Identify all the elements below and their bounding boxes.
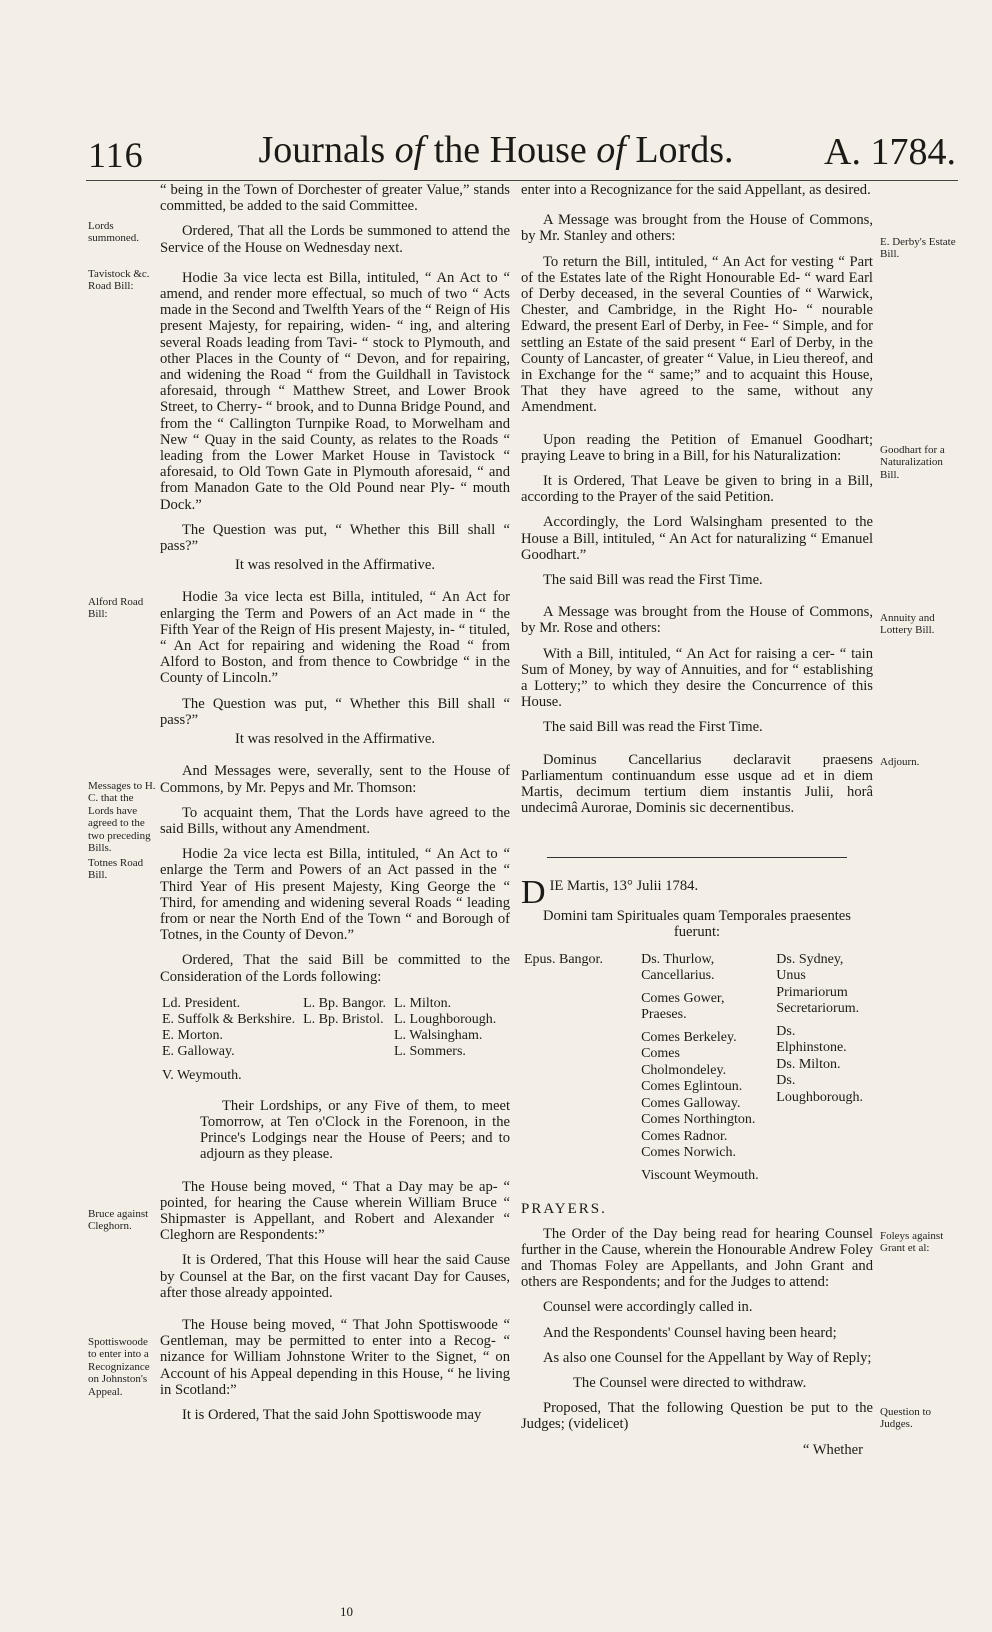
present-entry: Comes Cholmondeley. bbox=[641, 1046, 727, 1078]
paragraph: It is Ordered, That the said John Spottiswoode may bbox=[182, 1406, 482, 1423]
margin-note: Annuity and Lottery Bill. bbox=[880, 612, 935, 637]
paragraph: Hodie 3a vice lecta est Billa, intituled, “ An Act for enlarging the Term and Powers of an Act made in “ the Fifth Year of the Reign of His present Majesty, in- “ tituled, “ An Act for repairing and widening the Road “ from Alford to Boston, and from thence to Cowbridge “ in the County of Lincoln.” bbox=[160, 589, 510, 687]
margin-note: E. Derby's Estate Bill. bbox=[880, 236, 956, 261]
lord-entry: E. Suffolk & Berkshire. bbox=[162, 1011, 296, 1027]
catchword: “ Whether bbox=[802, 1441, 863, 1458]
paragraph: To acquaint them, That the Lords have agreed to the said Bills, without any Amendment. bbox=[160, 804, 510, 837]
present-col-3 bbox=[775, 951, 871, 1186]
title-part: the bbox=[424, 129, 490, 171]
title-part: of bbox=[596, 129, 626, 171]
present-entry: Comes Norwich. bbox=[641, 1145, 736, 1161]
header-rule bbox=[86, 180, 958, 181]
title-part: Lords. bbox=[625, 129, 734, 171]
margin-note: Goodhart for a Naturalization Bill. bbox=[880, 444, 945, 481]
present-entry: Epus. Bangor. bbox=[524, 951, 603, 967]
running-header bbox=[0, 128, 992, 188]
lord-entry: L. Bp. Bangor. bbox=[303, 995, 386, 1011]
lord-entry: E. Morton. bbox=[162, 1027, 224, 1043]
lord-entry: L. Walsingham. bbox=[393, 1027, 483, 1043]
present-entry: Comes Gower, Praeses. bbox=[641, 990, 725, 1023]
paragraph: The House being moved, “ That a Day may be ap- “ pointed, for hearing the Cause wherein William Bruce “ Shipmaster is Appellant, and Robert and Alexander “ Cleghorn are Respondents:” bbox=[160, 1178, 510, 1244]
lord-entry: L. Bp. Bristol. bbox=[303, 1011, 384, 1027]
lord-entry: L. Milton. bbox=[393, 995, 452, 1011]
signature-mark: 10 bbox=[340, 1604, 353, 1619]
margin-note: Tavistock &c. Road Bill: bbox=[88, 268, 150, 293]
paragraph: Ordered, That the said Bill be committed to the Consideration of the Lords following: bbox=[160, 952, 510, 985]
paragraph: Ordered, That all the Lords be summoned to attend the Service of the House on Wednesday next. bbox=[160, 223, 510, 256]
paragraph: The said Bill was read the First Time. bbox=[543, 572, 763, 589]
paragraph: With a Bill, intituled, “ An Act for raising a cer- “ tain Sum of Money, by way of Annuities, and for “ establishing a Lottery;” to which they desire the Concurrence of this House. bbox=[521, 645, 873, 711]
present-entry: Comes Galloway. bbox=[641, 1095, 741, 1111]
lords-col-3 bbox=[394, 996, 502, 1084]
margin-note: Adjourn. bbox=[880, 756, 920, 768]
paragraph: Proposed, That the following Question be put to the Judges; (videlicet) bbox=[521, 1400, 873, 1433]
prayers-heading: PRAYERS. bbox=[521, 1201, 607, 1218]
paragraph: A Message was brought from the House of Commons, by Mr. Stanley and others: bbox=[521, 212, 873, 245]
right-column bbox=[521, 182, 873, 1467]
lords-col-2 bbox=[303, 996, 392, 1084]
margin-note: Bruce against Cleghorn. bbox=[88, 1208, 149, 1233]
lord-entry: L. Sommers. bbox=[393, 1043, 466, 1059]
present-intro: Domini tam Spirituales quam Temporales praesentes fuerunt: bbox=[543, 907, 851, 940]
paragraph: Upon reading the Petition of Emanuel Goodhart; praying Leave to bring in a Bill, for his Naturalization: bbox=[521, 431, 873, 464]
paragraph: And the Respondents' Counsel having been heard; bbox=[543, 1324, 837, 1341]
lord-entry: V. Weymouth. bbox=[162, 1067, 242, 1083]
margin-note: Totnes Road Bill. bbox=[88, 857, 144, 882]
lords-present-list bbox=[521, 949, 873, 1188]
lord-entry: E. Galloway. bbox=[162, 1043, 235, 1059]
margin-note: Spottiswoode to enter into a Recognizance on Johnston's Appeal. bbox=[88, 1336, 150, 1398]
present-entry: Comes Eglintoun. bbox=[641, 1079, 743, 1095]
present-entry: Ds. Elphinstone. bbox=[776, 1023, 847, 1056]
margin-note: Question to Judges. bbox=[880, 1406, 932, 1431]
sitting-date-text: IE Martis, 13° Julii 1784. bbox=[549, 877, 699, 894]
present-entry: Ds. Thurlow, Cancellarius. bbox=[641, 951, 715, 984]
paragraph: Hodie 3a vice lecta est Billa, intituled, “ An Act to “ amend, and render more effectual, so much of two “ Acts made in the Second and Twelfth Years of the “ Reign of His present Majesty, for repairing, widen- “ ing, and altering several Roads leading from Tavi- “ stock to Plymouth, and other Places in the County of “ Devon, and for repairing, and widening the Road “ from the Guildhall in Tavistock aforesaid, through “ Matthew Street, and Lower Brook Street, to Cherry- “ brook, and to Dunna Bridge Pound, and from the “ Callington Turnpike Road, to Morwelham and New “ Quay in the said County, as relates to the Roads “ leading from the Lower Market House in Tavistock “ aforesaid, to Old Town Gate in Plymouth aforesaid, “ and from Manadon Gate to the Old Pound near Ply- “ mouth Dock.” bbox=[160, 269, 510, 513]
paragraph: enter into a Recognizance for the said Appellant, as desired. bbox=[521, 182, 871, 198]
paragraph: As also one Counsel for the Appellant by Way of Reply; bbox=[543, 1349, 872, 1366]
paragraph: The Question was put, “ Whether this Bill shall “ pass?” bbox=[160, 695, 510, 728]
sitting-date bbox=[521, 873, 873, 911]
paragraph: A Message was brought from the House of Commons, by Mr. Rose and others: bbox=[521, 604, 873, 637]
page-year: A. 1784. bbox=[824, 131, 956, 173]
margin-note: Messages to H. C. that the Lords have agreed to the two preceding Bills. bbox=[88, 780, 156, 855]
paragraph: It is Ordered, That this House will hear the said Cause by Counsel at the Bar, on the first vacant Day for Causes, after those already appointed. bbox=[160, 1252, 510, 1301]
paragraph: The said Bill was read the First Time. bbox=[543, 719, 763, 736]
paragraph: The House being moved, “ That John Spottiswoode “ Gentleman, may be permitted to enter into a Recog- “ nizance for William Johnstone Writer to the Signet, “ on Account of his Appeal depending in this House, “ he living in Scotland:” bbox=[160, 1316, 510, 1398]
paragraph: Hodie 2a vice lecta est Billa, intituled, “ An Act to “ enlarge the Term and Powers of an Act passed in the “ Third Year of His present Majesty, King George the “ Third, for amending and widening several Roads “ leading from or near the North End of the Town “ and Borough of Totnes, in the County of Devon.” bbox=[160, 846, 510, 944]
paragraph: Their Lordships, or any Five of them, to meet Tomorrow, at Ten o'Clock in the Forenoon, in the Prince's Lodgings near the House of Peers; and to adjourn as they please. bbox=[200, 1097, 510, 1163]
title-part: Journals bbox=[258, 129, 395, 171]
lords-col-1 bbox=[162, 996, 301, 1084]
page-number: 116 bbox=[88, 135, 144, 175]
present-entry: Comes Northington. bbox=[641, 1112, 756, 1128]
lord-entry: Ld. President. bbox=[162, 995, 241, 1011]
paragraph: The Counsel were directed to withdraw. bbox=[573, 1375, 807, 1392]
paragraph: Counsel were accordingly called in. bbox=[543, 1299, 753, 1316]
section-divider bbox=[547, 857, 847, 858]
margin-note: Foleys against Grant et al: bbox=[880, 1230, 944, 1255]
left-column bbox=[160, 182, 510, 1432]
paragraph: It is Ordered, That Leave be given to bring in a Bill, according to the Prayer of the said Petition. bbox=[521, 473, 873, 506]
present-col-1 bbox=[523, 951, 638, 1186]
present-entry: Ds. Sydney, Unus Primariorum Secretariorum. bbox=[776, 951, 860, 1017]
paragraph: Dominus Cancellarius declaravit praesens Parliamentum continuandum esse usque ad et in diem Martis, decimum tertium diem instantis Julii, horâ undecimâ Aurorae, Dominis sic decernentibus. bbox=[521, 751, 873, 817]
title-part: of bbox=[394, 129, 425, 171]
drop-cap: D bbox=[521, 873, 546, 911]
present-col-2 bbox=[640, 951, 773, 1186]
committee-lords-list bbox=[160, 994, 504, 1086]
present-entry: Comes Berkeley. bbox=[641, 1029, 737, 1045]
present-entry: Comes Radnor. bbox=[641, 1128, 728, 1144]
title-part: House bbox=[489, 129, 597, 171]
paragraph: It was resolved in the Affirmative. bbox=[235, 731, 435, 748]
paragraph: Accordingly, the Lord Walsingham presented to the House a Bill, intituled, “ An Act for naturalizing “ Emanuel Goodhart.” bbox=[521, 514, 873, 563]
paragraph: “ being in the Town of Dorchester of greater Value,” stands committed, be added to the said Committee. bbox=[160, 182, 510, 215]
paragraph: To return the Bill, intituled, “ An Act for vesting “ Part of the Estates late of the Right Honourable Ed- “ ward Earl of Derby deceased, in the several Counties of “ Warwick, Chester, and Cambridge, in the Right Ho- “ nourable Edward, the present Earl of Derby, in Fee- “ Simple, and for settling an Estate of the said present “ Earl of Derby, in the County of Lancaster, of greater “ Value, in Lieu thereof, and in Exchange for the “ same;” and to acquaint this House, That they have agreed to the same, without any Amendment. bbox=[521, 253, 873, 416]
present-entry: Ds. Milton. bbox=[776, 1056, 841, 1072]
paragraph: The Order of the Day being read for hearing Counsel further in the Cause, wherein the Honourable Andrew Foley and Thomas Foley are Appellants, and John Grant and others are Respondents; and for the Judges to attend: bbox=[521, 1225, 873, 1291]
margin-note: Alford Road Bill: bbox=[88, 596, 144, 621]
paragraph: It was resolved in the Affirmative. bbox=[235, 557, 435, 574]
lord-entry: L. Loughborough. bbox=[393, 1011, 497, 1027]
paragraph: And Messages were, severally, sent to the House of Commons, by Mr. Pepys and Mr. Thomson: bbox=[160, 763, 510, 796]
margin-note: Lords summoned. bbox=[88, 220, 140, 245]
paragraph: The Question was put, “ Whether this Bill shall “ pass?” bbox=[160, 521, 510, 555]
present-entry: Viscount Weymouth. bbox=[641, 1167, 759, 1183]
present-entry: Ds. Loughborough. bbox=[776, 1073, 863, 1105]
